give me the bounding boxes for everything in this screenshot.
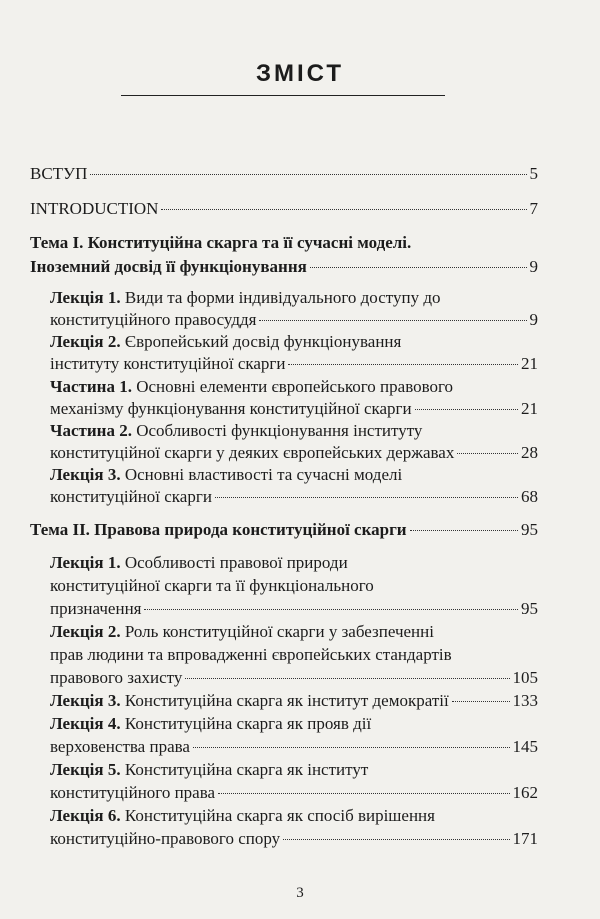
toc-lecture-2-5-line1[interactable]: [50, 759, 538, 781]
leader-dots: [218, 793, 509, 794]
toc-page-number: 9: [529, 257, 538, 276]
leader-dots: [161, 209, 526, 210]
toc-lecture-2-6-line1[interactable]: [50, 805, 538, 827]
toc-entry-label: інституту конституційної скарги: [50, 354, 286, 373]
part-prefix: Частина 2.: [50, 421, 132, 440]
toc-page-number: 162: [512, 783, 538, 802]
toc-entry-label: правового захисту: [50, 668, 183, 687]
leader-dots: [410, 530, 518, 531]
leader-dots: [185, 678, 509, 679]
toc-theme-1-line2[interactable]: [30, 256, 538, 278]
leader-dots: [144, 609, 518, 610]
toc-page-number: 145: [512, 737, 538, 756]
lecture-prefix: Лекція 3.: [50, 691, 121, 710]
toc-entry-label: Тема II. Правова природа конституційної скарги: [30, 520, 407, 539]
toc-entry-label: конституційної скарги та її функціонального: [50, 576, 374, 595]
toc-lecture-2-1-line2[interactable]: [50, 575, 538, 597]
toc-entry-label: Конституційна скарга як інститут демократії: [120, 691, 449, 710]
toc-entry-label: Основні елементи європейського правового: [131, 377, 454, 396]
toc-lecture-1-3-line1[interactable]: [50, 464, 538, 486]
toc-entry-introduction[interactable]: [30, 198, 538, 220]
leader-dots: [415, 409, 518, 410]
toc-entry-label: Іноземний досвід її функціонування: [30, 257, 307, 276]
toc-lecture-1-3-line2[interactable]: [50, 486, 538, 508]
leader-dots: [283, 839, 509, 840]
toc-entry-label: Особливості функціонування інституту: [131, 421, 423, 440]
toc-part-1-line2[interactable]: [50, 398, 538, 420]
lecture-prefix: Лекція 5.: [50, 760, 121, 779]
toc-lecture-1-2-line2[interactable]: [50, 353, 538, 375]
toc-entry-label: ВСТУП: [30, 164, 88, 183]
toc-lecture-2-6-line2[interactable]: [50, 828, 538, 850]
toc-entry-label: верховенства права: [50, 737, 190, 756]
toc-part-2-line2[interactable]: [50, 442, 538, 464]
part-prefix: Частина 1.: [50, 377, 132, 396]
leader-dots: [288, 364, 518, 365]
toc-lecture-2-2-line1[interactable]: [50, 621, 538, 643]
toc-lecture-2-5-line2[interactable]: [50, 782, 538, 804]
lecture-prefix: Лекція 6.: [50, 806, 121, 825]
lecture-prefix: Лекція 2.: [50, 622, 121, 641]
toc-lecture-1-1-line2[interactable]: [50, 309, 538, 331]
lecture-prefix: Лекція 2.: [50, 332, 121, 351]
title-underline: [121, 95, 445, 96]
leader-dots: [452, 701, 510, 702]
toc-entry-label: конституційно-правового спору: [50, 829, 281, 848]
toc-lecture-2-1-line1[interactable]: [50, 552, 538, 574]
leader-dots: [457, 453, 518, 454]
page-title: ЗМІСТ: [255, 60, 345, 87]
lecture-prefix: Лекція 3.: [50, 465, 121, 484]
toc-entry-label: конституційного правосуддя: [50, 310, 257, 329]
toc-entry-label: прав людини та впровадженні європейських стандартів: [50, 645, 452, 664]
toc-entry-label: Європейський досвід функціонування: [120, 332, 402, 351]
toc-entry-label: Особливості правової природи: [120, 553, 348, 572]
toc-lecture-1-2-line1[interactable]: [50, 331, 538, 353]
toc-entry-label: Конституційна скарга як інститут: [120, 760, 369, 779]
toc-page-number: 9: [529, 310, 538, 329]
toc-lecture-2-4-line1[interactable]: [50, 713, 538, 735]
toc-entry-label: Конституційна скарга як спосіб вирішення: [120, 806, 435, 825]
toc-entry-label: конституційного права: [50, 783, 216, 802]
toc-page-number: 133: [512, 691, 538, 710]
leader-dots: [193, 747, 510, 748]
toc-theme-2[interactable]: [30, 519, 538, 541]
toc-entry-intro[interactable]: [30, 163, 538, 185]
toc-lecture-2-2-line2[interactable]: [50, 644, 538, 666]
toc-lecture-2-3[interactable]: [50, 690, 538, 712]
toc-entry-label: конституційної скарги: [50, 487, 212, 506]
lecture-prefix: Лекція 4.: [50, 714, 121, 733]
leader-dots: [310, 267, 527, 268]
toc-lecture-2-1-line3[interactable]: [50, 598, 538, 620]
lecture-prefix: Лекція 1.: [50, 288, 121, 307]
toc-lecture-1-1-line1[interactable]: [50, 287, 538, 309]
toc-entry-label: Види та форми індивідуального доступу до: [120, 288, 441, 307]
toc-lecture-2-2-line3[interactable]: [50, 667, 538, 689]
leader-dots: [90, 174, 526, 175]
toc-page-number: 7: [529, 199, 538, 218]
toc-page-number: 171: [512, 829, 538, 848]
toc-entry-label: Основні властивості та сучасні моделі: [120, 465, 403, 484]
toc-theme-1-line1[interactable]: [30, 232, 538, 254]
toc-page-number: 21: [521, 354, 538, 373]
toc-lecture-2-4-line2[interactable]: [50, 736, 538, 758]
page-number: 3: [296, 885, 304, 901]
toc-part-2-line1[interactable]: [50, 420, 538, 442]
toc-entry-label: INTRODUCTION: [30, 199, 159, 218]
toc-page-number: 105: [512, 668, 538, 687]
toc-page-number: 95: [521, 520, 538, 539]
toc-entry-label: Роль конституційної скарги у забезпеченні: [120, 622, 434, 641]
toc-part-1-line1[interactable]: [50, 376, 538, 398]
toc-page-number: 21: [521, 399, 538, 418]
toc-entry-label: конституційної скарги у деяких європейських державах: [50, 443, 455, 462]
leader-dots: [215, 497, 518, 498]
leader-dots: [259, 320, 526, 321]
toc-entry-label: Конституційна скарга як прояв дії: [120, 714, 372, 733]
toc-entry-label: Тема I. Конституційна скарга та її сучасні моделі.: [30, 233, 412, 252]
toc-page-number: 95: [521, 599, 538, 618]
toc-page-number: 5: [529, 164, 538, 183]
toc-page-number: 68: [521, 487, 538, 506]
lecture-prefix: Лекція 1.: [50, 553, 121, 572]
toc-entry-label: механізму функціонування конституційної скарги: [50, 399, 412, 418]
toc-entry-label: призначення: [50, 599, 142, 618]
toc-page-number: 28: [521, 443, 538, 462]
